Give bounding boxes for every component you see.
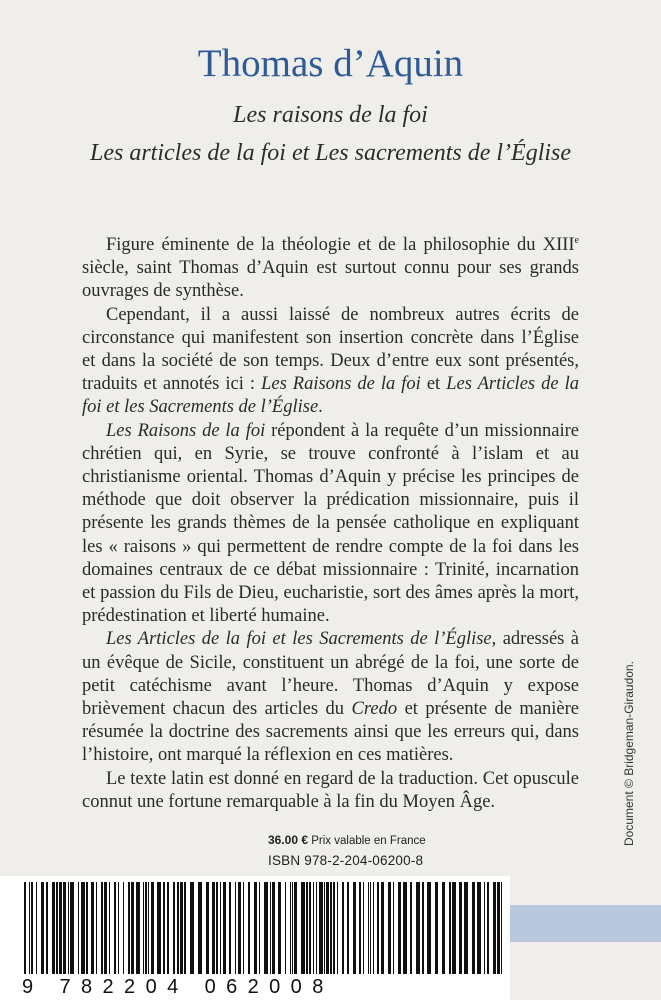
barcode-bars xyxy=(22,882,508,974)
price-label: Prix valable en France xyxy=(311,835,426,847)
image-credit: Document © Bridgeman-Giraudon. xyxy=(622,661,636,846)
barcode xyxy=(0,876,510,1000)
blurb-paragraph-2: Cependant, il a aussi laissé de nombreux autres écrits de circonstance qui manifestent son insertion concrète dans l’Église et dans la société de son temps. Deux d’entre eux sont présentés, traduits et annotés ici : Les Raisons de la foi et Les Articles de la foi et les Sacrements de l’Église. xyxy=(82,304,579,418)
price-block xyxy=(268,830,426,871)
blurb-text xyxy=(82,234,579,814)
blurb-paragraph-3: Les Raisons de la foi répondent à la requête d’un missionnaire chrétien qui, en Syrie, se trouve confronté à l’islam et au christianisme oriental. Thomas d’Aquin y précise les principes de méthode que doit observer la prédication missionnaire, puis il présente les grands thèmes de la pensée catholique en expliquant les « raisons » qui permettent de rendre compte de la foi dans les domaines centraux de ce débat missionnaire : Trinité, incarnation et passion du Fils de Dieu, eucharistie, sort des âmes après la mort, prédestination et liberté humaine. xyxy=(82,420,579,627)
book-subtitle-2: Les articles de la foi et Les sacrements de l’Église xyxy=(89,140,572,166)
blurb-paragraph-1: Figure éminente de la théologie et de la philosophie du XIIIe siècle, saint Thomas d’Aquin est surtout connu pour ses grands ouvrages de synthèse. xyxy=(82,234,579,302)
price-line xyxy=(268,830,426,851)
book-title: Thomas d’Aquin xyxy=(197,42,464,85)
blurb-paragraph-5: Le texte latin est donné en regard de la traduction. Cet opuscule connut une fortune remarquable à la fin du Moyen Âge. xyxy=(82,768,579,812)
barcode-digits: 9 782204 062008 xyxy=(22,976,334,998)
price-amount: 36.00 € xyxy=(268,833,309,847)
blurb-paragraph-4: Les Articles de la foi et les Sacrements de l’Église, adressés à un évêque de Sicile, constituent un abrégé de la foi, une sorte de petit catéchisme avant l’heure. Thomas d’Aquin y expose brièvement chacun des articles du Credo et présente de manière résumée la doctrine des sacrements ainsi que les erreurs qui, dans l’histoire, ont marqué la réflexion en ces matières. xyxy=(82,629,579,766)
isbn-number: ISBN 978-2-204-06200-8 xyxy=(268,853,424,868)
blue-strip xyxy=(510,905,661,942)
book-subtitle-1: Les raisons de la foi xyxy=(233,102,428,128)
